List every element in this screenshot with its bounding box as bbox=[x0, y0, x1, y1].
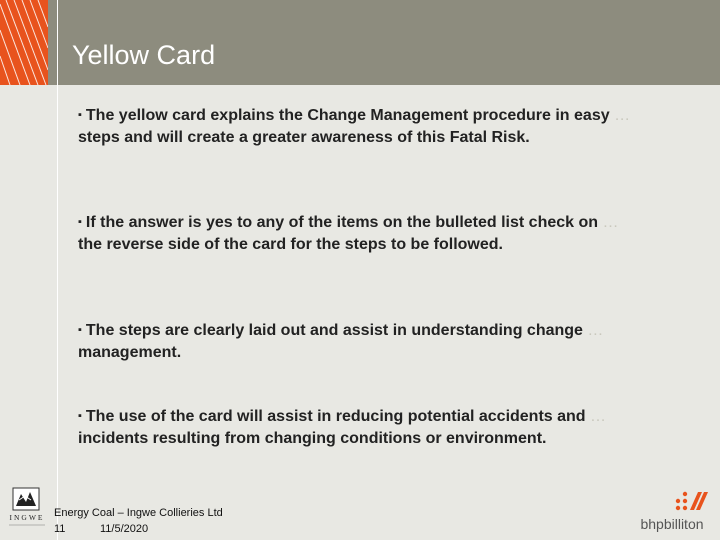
bullet-marker-icon: ▪ bbox=[78, 109, 82, 121]
accent-bar bbox=[0, 0, 48, 85]
ingwe-logo bbox=[7, 486, 47, 533]
bullet-marker-icon: ▪ bbox=[78, 216, 82, 228]
bhpbilliton-logo-icon bbox=[632, 490, 712, 534]
divider-line bbox=[57, 0, 58, 540]
bullet-item: ▪ The use of the card will assist in reducing potential accidents and …incidents resulting from changing conditions or environment. bbox=[78, 408, 607, 447]
slide-header bbox=[0, 0, 720, 85]
diagonal-lines-decoration bbox=[0, 0, 48, 85]
footer-company: Energy Coal – Ingwe Collieries Ltd bbox=[54, 507, 223, 519]
svg-text:INGWE: INGWE bbox=[9, 513, 45, 522]
bullet-item: ▪ If the answer is yes to any of the items on the bulleted list check on …the reverse side of the card for the steps to be followed. bbox=[78, 214, 619, 253]
page-number: 11 bbox=[54, 523, 66, 535]
bullet-marker-icon: ▪ bbox=[78, 410, 82, 422]
slide-footer bbox=[54, 505, 223, 537]
logo-wordmark: bhpbilliton bbox=[640, 516, 704, 532]
slide-title: Yellow Card bbox=[72, 40, 216, 70]
bullet-item: ▪ The steps are clearly laid out and assist in understanding change …management. bbox=[78, 322, 604, 361]
ingwe-logo-icon bbox=[7, 486, 47, 528]
bullet-marker-icon: ▪ bbox=[78, 324, 82, 336]
bhpbilliton-logo bbox=[632, 490, 712, 539]
footer-date: 11/5/2020 bbox=[100, 523, 149, 535]
bullet-item: ▪ The yellow card explains the Change Management procedure in easy … steps and will create a greater awareness of this Fatal Risk. bbox=[78, 107, 631, 146]
